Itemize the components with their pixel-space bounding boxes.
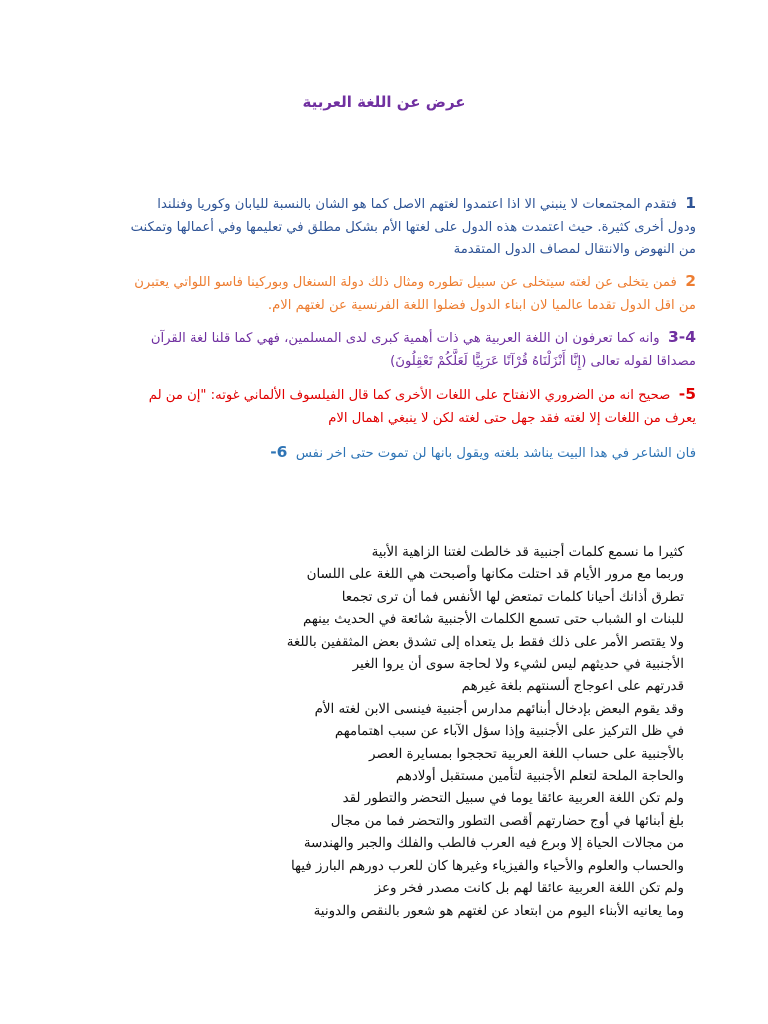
paragraph-number: 3-4 xyxy=(667,328,696,346)
poem-line: الأجنبية في حديثهم ليس لشيء ولا لحاجة سوى أن يروا الغير xyxy=(352,657,684,673)
paragraph-line-text: فمن يتخلى عن لغته سيتخلى عن سبيل تطوره ومثال ذلك دولة السنغال وبوركينا فاسو اللواتي يعتبرن xyxy=(134,275,677,290)
poem-line: تطرق أذانك أحيانا كلمات تمتعض لها الأنفس فما أن ترى تجمعا xyxy=(341,589,684,605)
paragraph-number: 2 xyxy=(685,272,696,290)
paragraph-1-line-3: من النهوض والانتقال لمصاف الدول المتقدمة xyxy=(453,242,696,257)
poem-line: والحساب والعلوم والأحياء والفيزياء وغيرها كان للعرب دورهم البارز فيها xyxy=(290,858,684,874)
paragraph-2 xyxy=(78,270,696,317)
paragraph-4-line-2: يعرف من اللغات إلا لغته فقد جهل حتى لغته لكن لا ينبغي اهمال الام xyxy=(328,410,696,426)
poem-line: والحاجة الملحة لتعلم الأجنبية لتأمين مستقبل أولادهم xyxy=(395,769,684,785)
poem-line: بلغ أبنائها في أوج حضارتهم أقصى التطور والتحضر فما من مجال xyxy=(330,813,684,829)
paragraph-number: 6- xyxy=(270,443,288,461)
poem-block xyxy=(250,542,684,923)
paragraph-number: 1 xyxy=(685,194,696,212)
poem-line: وربما مع مرور الأيام قد احتلت مكانها وأصبحت هي اللغة على اللسان xyxy=(306,567,684,583)
paragraph-1-line-1 xyxy=(78,192,696,217)
poem-line: وقد يقوم البعض بإدخال أبنائهم مدارس أجنبية فينسى الابن لغته الأم xyxy=(314,701,684,717)
paragraph-4 xyxy=(78,383,696,430)
paragraph-line-text: وانه كما تعرفون ان اللغة العربية هي ذات أهمية كبرى لدى المسلمين، فهي كما قلنا لغة القرآن xyxy=(150,331,660,346)
paragraph-2-line-1 xyxy=(78,270,696,295)
paragraph-number: 5- xyxy=(678,385,696,403)
paragraph-3 xyxy=(78,326,696,373)
paragraph-line-text: فتقدم المجتمعات لا ينبني الا اذا اعتمدوا لغتهم الاصل كما هو الشان بالنسبة لليابان وكوريا وفنلندا xyxy=(157,197,677,212)
poem-line: في ظل التركيز على الأجنبية وإذا سؤل الآباء عن سبب اهتمامهم xyxy=(334,724,684,740)
poem-line: بالأجنبية على حساب اللغة العربية تحججوا بمسايرة العصر xyxy=(369,746,684,762)
poem-line: كثيرا ما نسمع كلمات أجنبية قد خالطت لغتنا الزاهية الأبية xyxy=(371,545,684,560)
paragraph-5 xyxy=(78,441,696,466)
paragraph-1-line-2: ودول أخرى كثيرة. حيث اعتمدت هذه الدول على لغتها الأم بشكل مطلق في تعليمها وفي أعمالها وتمكنت xyxy=(130,219,696,235)
poem-line: من مجالات الحياة إلا وبرع فيه العرب فالطب والفلك والجبر والهندسة xyxy=(303,836,684,852)
paragraph-2-line-2: من اقل الدول تقدما عالميا لان ابناء الدول فضلوا اللغة الفرنسية عن لغتهم الام. xyxy=(267,297,696,313)
poem-line: ولا يقتصر الأمر على ذلك فقط بل يتعداه إلى تشدق بعض المثقفين باللغة xyxy=(286,634,684,650)
paragraph-line-text: صحيح انه من الضروري الانفتاح على اللغات الأخرى كما قال الفيلسوف الألماني غوته: "إن من لم xyxy=(148,388,671,403)
document-title: عرض عن اللغة العربية xyxy=(302,93,466,111)
poem-line: وما يعانيه الأبناء اليوم من ابتعاد عن لغتهم هو شعور بالنقص والدونية xyxy=(313,903,684,919)
poem-line: قدرتهم على اعوجاج ألسنتهم بلغة غيرهم xyxy=(461,679,684,695)
poem-line: ولم تكن اللغة العربية عائقا يوما في سبيل التحضر والتطور لقد xyxy=(342,791,684,807)
poem-line: للبنات او الشباب حتى تسمع الكلمات الأجنبية شائعة في الحديث بينهم xyxy=(303,612,684,628)
paragraph-3-line-2: مصداقا لقوله تعالى (إِنَّا أَنْزَلْنَاهُ قُرْآنًا عَرَبِيًّا لَعَلَّكُمْ تَعْقِلُونَ) xyxy=(390,353,696,369)
poem-line: ولم تكن اللغة العربية عائقا لهم بل كانت مصدر فخر وعز xyxy=(374,881,684,897)
paragraph-1 xyxy=(78,192,696,262)
paragraph-5-line-1 xyxy=(78,441,696,466)
paragraph-4-line-1 xyxy=(78,383,696,408)
paragraph-line-text: فان الشاعر في هدا البيت يناشد بلغته ويقول بانها لن تموت حتى اخر نفس xyxy=(295,446,696,461)
paragraph-3-line-1 xyxy=(78,326,696,351)
